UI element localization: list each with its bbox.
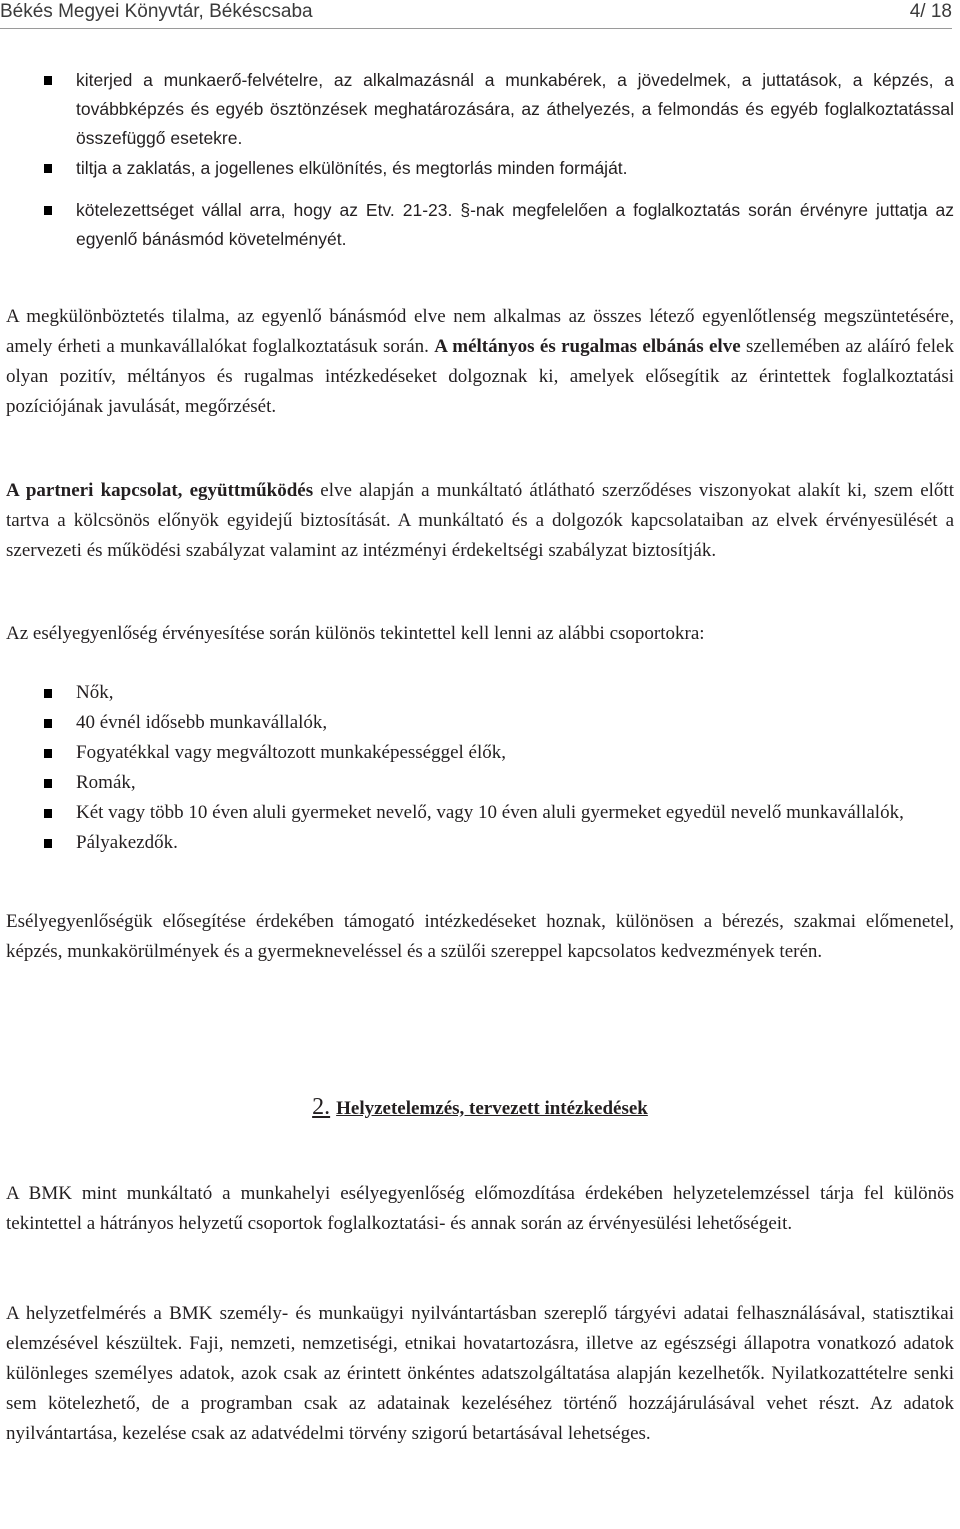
square-bullet-icon (44, 779, 52, 788)
list-item-text: kötelezettséget vállal arra, hogy az Etv. 21-23. §-nak megfelelően a foglalkoztatás során érvényre juttatja az egyenlő bánásmód követelményét. (76, 200, 954, 249)
square-bullet-icon (44, 76, 52, 85)
square-bullet-icon (44, 689, 52, 698)
paragraph-bold-text: A méltányos és rugalmas elbánás elve (434, 336, 741, 357)
paragraph-situation-analysis: A BMK mint munkáltató a munkahelyi esélyegyenlőség előmozdítása érdekében helyzetelemzéssel tárja fel különös tekintettel a hátrányos helyzetű csoportok foglalkoztatási- és annak során az érvényesülési lehetőségeit. (6, 1183, 954, 1234)
paragraph-data-handling: A helyzetfelmérés a BMK személy- és munkaügyi nyilvántartásban szereplő tárgyévi adatai felhasználásával, statisztikai elemzésével készültek. Faji, nemzeti, nemzetiségi, etnikai hovatartozásra, illetve az egészségi állapotra vonatkozó adatok különleges személyes adatok, azok csak az érintett önkéntes adatszolgáltatása alapján kezelhetők. Nyilatkozattételre senki sem kötelezhető, de a programban csak az adatainak kezeléséhez történő hozzájárulásával vehet részt. Az adatok nyilvántartása, kezelése csak az adatvédelmi törvény szigorú betartásával lehetséges. (6, 1303, 954, 1444)
list-item-text: Nők, (76, 682, 114, 703)
list-item-text: Fogyatékkal vagy megváltozott munkaképességgel élők, (76, 742, 507, 763)
obligations-list (0, 66, 954, 254)
list-item (0, 708, 954, 738)
list-item (0, 768, 954, 798)
paragraph-bold-text: A partneri kapcsolat, együttműködés (6, 480, 314, 501)
groups-list (0, 678, 954, 858)
section-number: 2. (312, 1094, 331, 1120)
list-item (0, 66, 954, 153)
paragraph-text: szellemében az aláíró felek olyan pozitív, méltányos és rugalmas intézkedéseket dolgoznak ki, amelyek elősegítik az érintettek foglalkoztatási pozíciójának javulását, megőrzését. (6, 336, 954, 417)
paragraph-text: elve alapján a munkáltató átlátható szerződéses viszonyokat alakít ki, szem előtt tartva a kölcsönös előnyök egyidejű biztosítását. A munkáltató és a dolgozók kapcsolataiban az elvek érvényesülését a szervezeti és működési szabályzat valamint az intézményi érdekeltségi szabályzat biztosítják. (6, 480, 954, 561)
paragraph-partnership (6, 476, 954, 566)
square-bullet-icon (44, 719, 52, 728)
list-item (0, 154, 954, 183)
list-item-text: kiterjed a munkaerő-felvételre, az alkalmazásnál a munkabérek, a jövedelmek, a juttatások, a képzés, a továbbképzés és egyéb ösztönzések meghatározására, az áthelyezés, a felmondás és egyéb foglalkoztatással összefüggő esetekre. (76, 70, 954, 148)
page-header (0, 0, 952, 29)
list-item-text: Pályakezdők. (76, 832, 178, 853)
list-item-text: tiltja a zaklatás, a jogellenes elkülönítés, és megtorlás minden formáját. (76, 158, 628, 178)
section-heading (0, 1092, 960, 1124)
square-bullet-icon (44, 809, 52, 818)
list-item-text: 40 évnél idősebb munkavállalók, (76, 712, 328, 733)
square-bullet-icon (44, 206, 52, 215)
paragraph-fair-treatment (6, 302, 954, 422)
header-library-name: Békés Megyei Könyvtár, Békéscsaba (0, 1, 313, 22)
paragraph-groups-intro: Az esélyegyenlőség érvényesítése során különös tekintettel kell lenni az alábbi csoportokra: (6, 623, 705, 644)
list-item (0, 828, 954, 858)
list-item-text: Romák, (76, 772, 136, 793)
square-bullet-icon (44, 749, 52, 758)
list-item (0, 738, 954, 768)
list-item (0, 196, 954, 254)
section-title: Helyzetelemzés, tervezett intézkedések (336, 1098, 648, 1119)
header-page-number: 4/ 18 (909, 1, 952, 22)
square-bullet-icon (44, 164, 52, 173)
list-item (0, 678, 954, 708)
list-item (0, 798, 954, 828)
paragraph-text: A megkülönböztetés tilalma, az egyenlő bánásmód elve nem alkalmas az összes létező egyenlőtlenség megszüntetésére, amely érheti a munkavállalókat foglalkoztatásuk során. (6, 306, 954, 357)
paragraph-support-measures: Esélyegyenlőségük elősegítése érdekében támogató intézkedéseket hoznak, különösen a bérezés, szakmai előmenetel, képzés, munkakörülmények és a gyermekneveléssel és a szülői szereppel kapcsolatos kedvezmények terén. (6, 911, 954, 962)
square-bullet-icon (44, 839, 52, 848)
list-item-text: Két vagy több 10 éven aluli gyermeket nevelő, vagy 10 éven aluli gyermeket egyedül nevelő munkavállalók, (76, 802, 904, 823)
